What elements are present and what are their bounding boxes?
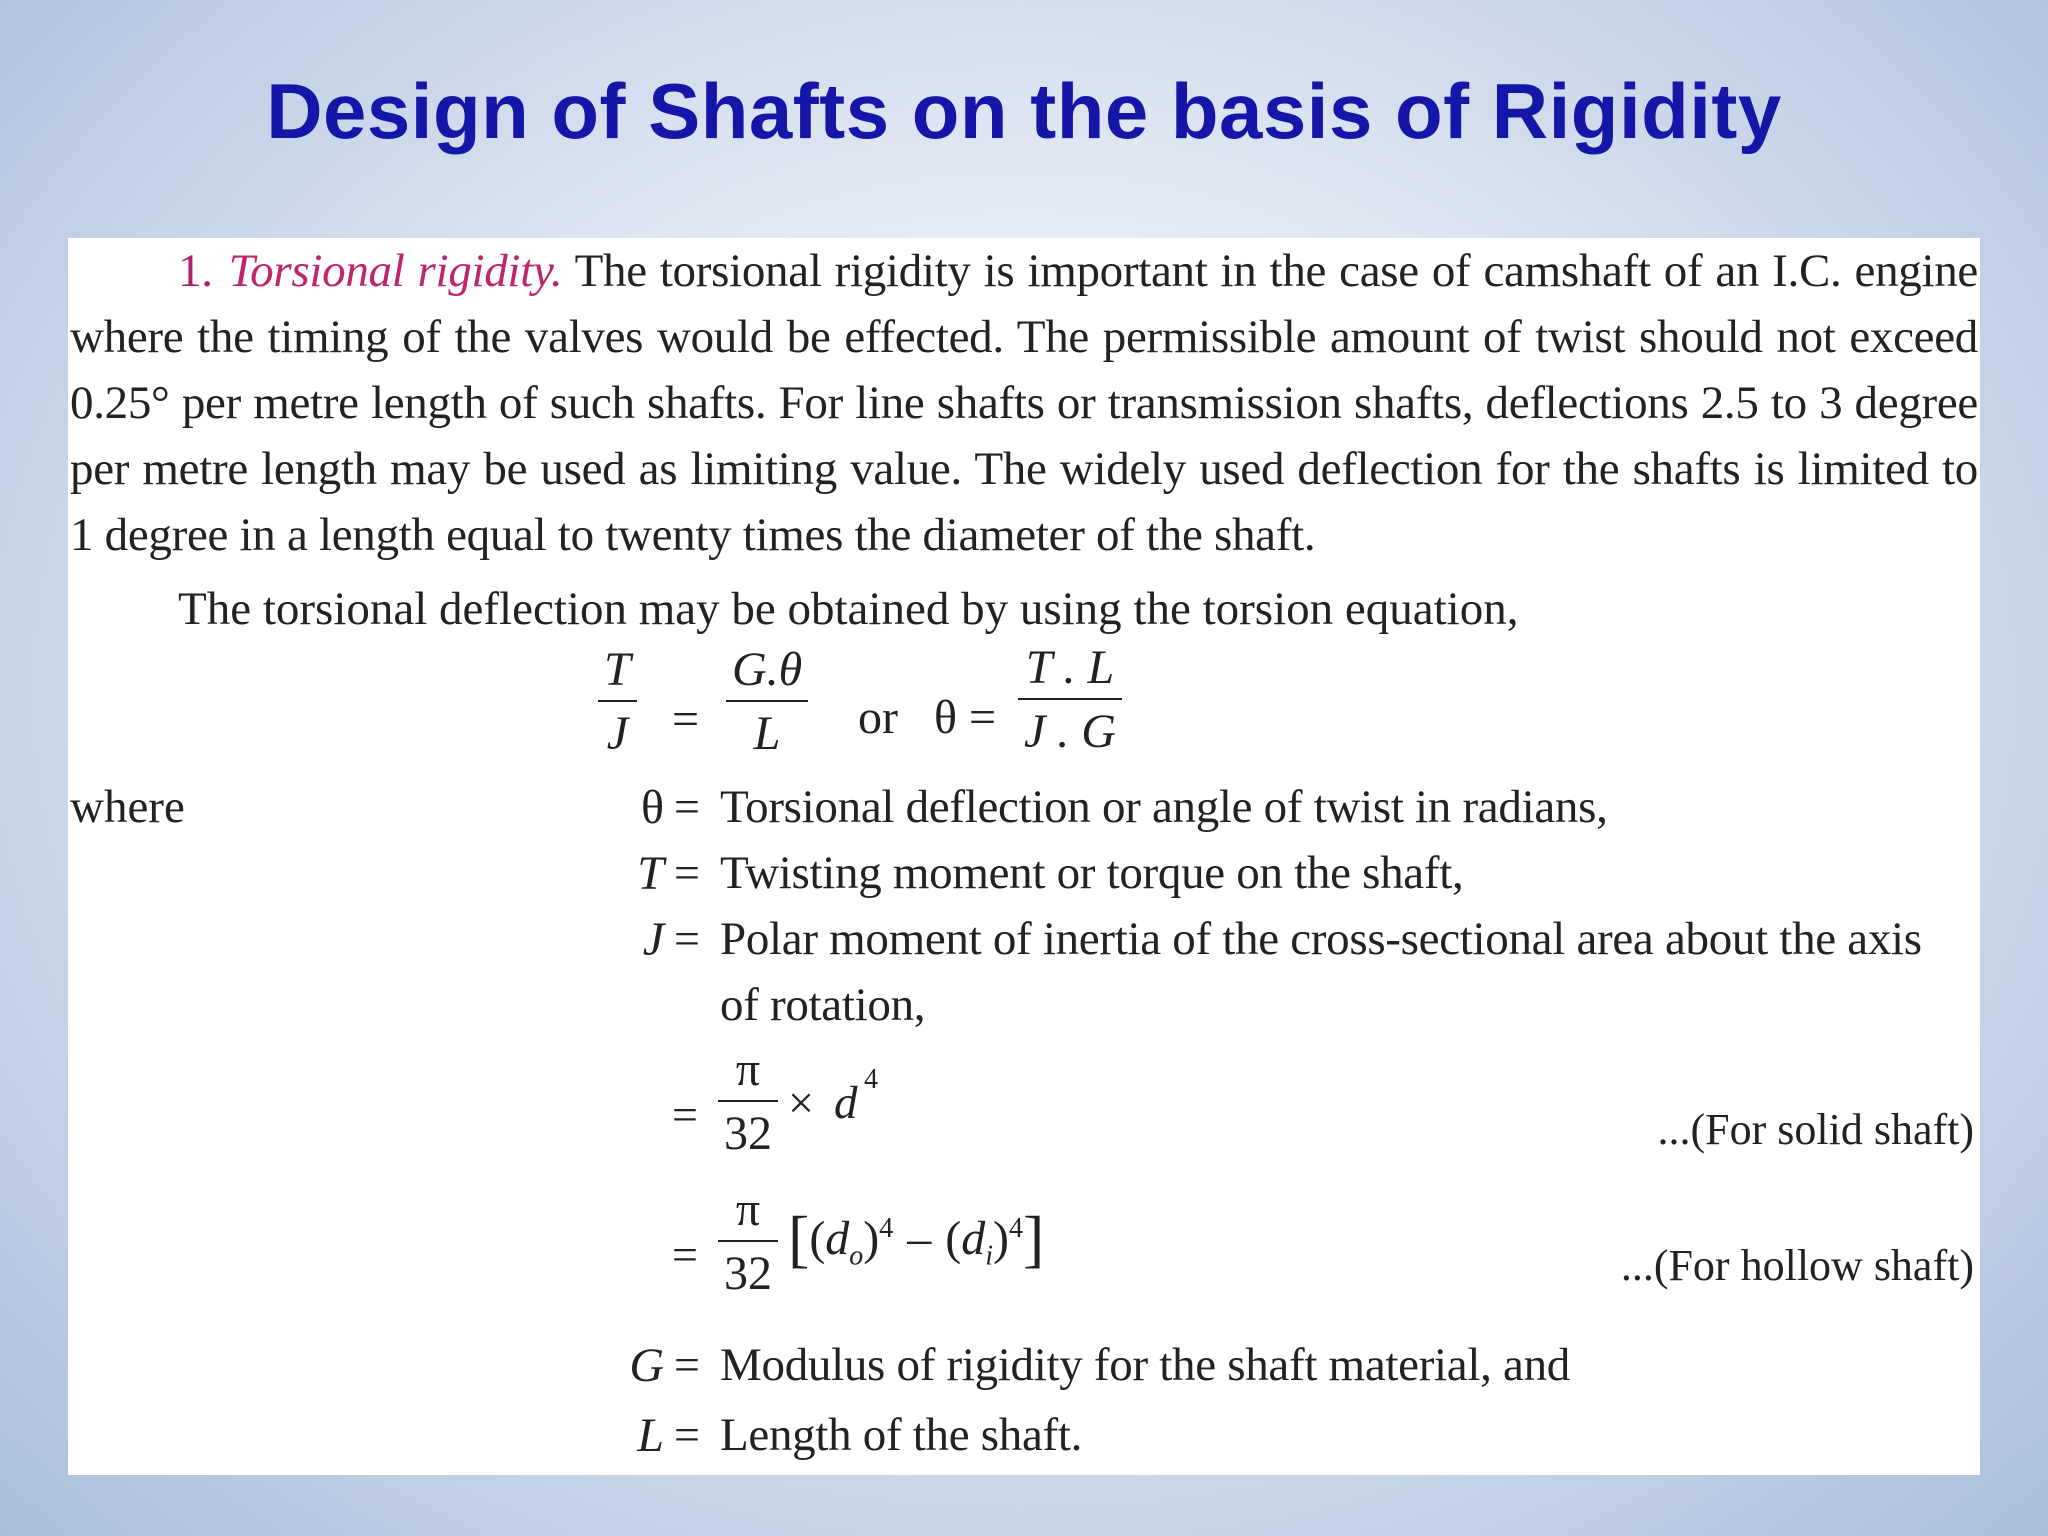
item-text: The torsional rigidity is important in the case of camshaft of an I.C. engine where the timing of the valves would be effected. The permissible amount of twist should not exceed 0.25° per metre length of such shafts. For line shafts or transmission shafts, deflections 2.5 to 3 degree per metre length may be used as limiting value. The widely used deflection for the shafts is limited to 1 degree in a length equal to twenty times the diameter of the shaft. [70,245,1978,561]
close-bracket: ] [1023,1203,1045,1274]
rhs-numerator: T . L [1025,641,1115,694]
def-l-text: Length of the shaft. [720,1409,1083,1461]
hollow-32: 32 [724,1247,772,1300]
mid-denominator: L [753,707,781,760]
fraction-bar [726,700,808,702]
fraction-g-theta-over-l [726,643,808,760]
or-word: or [858,691,898,744]
fraction-bar [598,700,637,702]
symbol-j: J [642,913,664,966]
lhs-numerator: T [604,643,631,696]
item-number: 1. [178,245,213,297]
def-equals: = [674,847,700,898]
item-heading: Torsional rigidity. [228,245,563,297]
hollow-d-inner: d [961,1212,986,1265]
exponent-inner: 4 [1009,1213,1024,1244]
def-j-continuation: of rotation, [720,979,926,1031]
minus-sign: – [907,1212,932,1265]
solid-exponent: 4 [864,1064,878,1095]
solid-d: d [834,1077,858,1129]
lhs-denominator: J [606,707,628,760]
subscript-o: o [849,1240,864,1272]
def-equals: = [674,1409,700,1460]
hollow-d-outer: d [825,1212,850,1265]
def-equals: = [674,1339,700,1390]
symbol-theta: θ [641,781,664,834]
solid-equals: = [672,1089,698,1140]
def-theta-text: Torsional deflection or angle of twist in radians, [720,781,1608,833]
fraction-tl-over-jg [1018,641,1122,758]
fraction-bar [718,1240,778,1242]
def-t-text: Twisting moment or torque on the shaft, [720,847,1464,899]
paren: ( [945,1212,962,1265]
symbol-g: G [629,1339,664,1392]
def-equals: = [674,781,700,832]
rhs-denominator: J . G [1024,705,1116,758]
slide-title: Design of Shafts on the basis of Rigidity [266,67,1782,155]
paren: ( [809,1212,826,1265]
torsional-rigidity-paragraph [70,238,1978,568]
intro-text: The torsional deflection may be obtained by using the torsion equation, [178,583,1519,635]
paren: ) [993,1212,1010,1265]
textbook-excerpt-panel [68,238,1980,1475]
fraction-pi-over-32-solid [718,1043,778,1160]
hollow-bracket-expression [788,1202,1044,1276]
hollow-pi: π [735,1183,761,1236]
exponent-outer: 4 [879,1213,894,1244]
solid-32: 32 [724,1107,772,1160]
fraction-t-over-j [598,643,637,760]
fraction-bar [718,1100,778,1102]
hollow-equals: = [672,1229,698,1280]
mid-numerator: G.θ [732,643,803,696]
where-label: where [70,781,185,833]
paren: ) [863,1212,880,1265]
symbol-t: T [637,847,664,900]
def-j-text: Polar moment of inertia of the cross-sectional area about the axis [720,913,1922,965]
solid-shaft-note: ...(For solid shaft) [1657,1105,1974,1154]
subscript-i: i [985,1240,994,1272]
solid-pi: π [735,1043,761,1096]
fraction-pi-over-32-hollow [718,1183,778,1300]
theta-equals: θ = [934,691,997,744]
fraction-bar [1018,698,1122,700]
open-bracket: [ [788,1203,810,1274]
times-sign: × [788,1077,814,1128]
def-g-text: Modulus of rigidity for the shaft material, and [720,1339,1570,1391]
def-equals: = [674,913,700,964]
hollow-shaft-note: ...(For hollow shaft) [1620,1241,1974,1290]
symbol-l: L [637,1409,664,1462]
equals-sign: = [672,693,700,746]
